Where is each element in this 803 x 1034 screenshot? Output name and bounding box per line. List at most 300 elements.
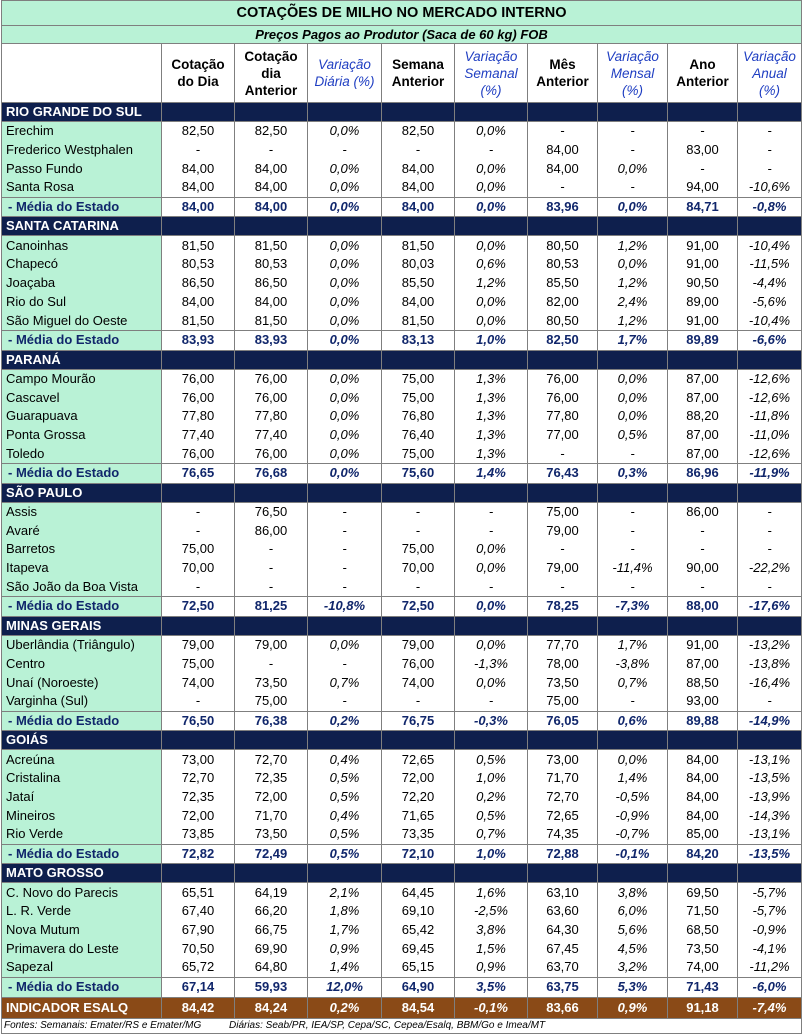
footer-daily-sources: Diárias: Seab/PR, IEA/SP, Cepa/SC, Cepea/Esalq, BBM/Go e Imea/MT [229, 1019, 546, 1031]
cell-mes-anterior: 84,00 [528, 141, 598, 160]
cell-variacao-semanal: 0,0% [455, 293, 528, 312]
cell-semana-anterior: 84,54 [382, 997, 455, 1018]
cell-mes-anterior: 64,30 [528, 921, 598, 940]
cell-variacao-mensal: - [598, 502, 668, 521]
cell-variacao-semanal: 1,3% [455, 426, 528, 445]
cell-variacao-mensal: -0,1% [598, 844, 668, 864]
cell-variacao-semanal: - [455, 692, 528, 711]
table-row [2, 369, 802, 388]
cell-mes-anterior: 71,70 [528, 769, 598, 788]
cell-mes-anterior [528, 616, 598, 635]
table-row-label: Mineiros [2, 806, 162, 825]
cell-variacao-anual: -13,9% [738, 788, 802, 807]
state-average-row-label: - Média do Estado [2, 197, 162, 217]
table-row-label: Passo Fundo [2, 159, 162, 178]
table-row-label: Toledo [2, 444, 162, 463]
table-row-label: C. Novo do Parecis [2, 883, 162, 902]
state-header-row-label: SÃO PAULO [2, 483, 162, 502]
cell-cotacao-anterior [235, 483, 308, 502]
table-row-label: Avaré [2, 521, 162, 540]
cell-mes-anterior [528, 483, 598, 502]
cell-cotacao-anterior: 86,50 [235, 274, 308, 293]
cell-variacao-anual: - [738, 692, 802, 711]
cell-ano-anterior: 91,00 [668, 255, 738, 274]
cell-mes-anterior: 76,00 [528, 369, 598, 388]
cell-variacao-anual: -16,4% [738, 673, 802, 692]
state-header-row [2, 217, 802, 236]
cell-variacao-diaria: 0,4% [308, 806, 382, 825]
cell-variacao-anual [738, 731, 802, 750]
cell-variacao-mensal [598, 731, 668, 750]
cell-variacao-diaria: 0,0% [308, 197, 382, 217]
cell-variacao-anual: -13,8% [738, 655, 802, 674]
state-average-row [2, 197, 802, 217]
cell-semana-anterior: 83,13 [382, 330, 455, 350]
cell-cotacao-dia: 72,70 [162, 769, 235, 788]
cell-variacao-anual: - [738, 540, 802, 559]
cell-cotacao-anterior: 84,00 [235, 197, 308, 217]
cell-ano-anterior: 94,00 [668, 178, 738, 197]
cell-ano-anterior: 84,71 [668, 197, 738, 217]
cell-cotacao-dia: - [162, 521, 235, 540]
cell-variacao-mensal: -0,9% [598, 806, 668, 825]
cell-cotacao-anterior [235, 103, 308, 122]
cell-variacao-mensal: - [598, 178, 668, 197]
cell-variacao-mensal [598, 217, 668, 236]
cell-variacao-diaria: - [308, 559, 382, 578]
cell-variacao-semanal: 1,3% [455, 407, 528, 426]
cell-variacao-anual: - [738, 122, 802, 141]
cell-cotacao-dia: - [162, 692, 235, 711]
table-row-label: Campo Mourão [2, 369, 162, 388]
cell-ano-anterior: 84,20 [668, 844, 738, 864]
table-row [2, 122, 802, 141]
table-row [2, 521, 802, 540]
title-row [2, 1, 802, 26]
cell-mes-anterior: 83,66 [528, 997, 598, 1018]
cell-cotacao-anterior: 71,70 [235, 806, 308, 825]
cell-ano-anterior: 90,50 [668, 274, 738, 293]
cell-cotacao-anterior: 76,00 [235, 444, 308, 463]
table-row [2, 958, 802, 977]
cell-variacao-semanal: 0,0% [455, 197, 528, 217]
cell-variacao-semanal: 1,0% [455, 844, 528, 864]
cell-ano-anterior: 87,00 [668, 655, 738, 674]
cell-variacao-mensal: 1,2% [598, 236, 668, 255]
cell-variacao-semanal: 3,8% [455, 921, 528, 940]
footer-weekly-sources: Fontes: Semanais: Emater/RS e Emater/MG [4, 1019, 202, 1031]
state-header-row-label: SANTA CATARINA [2, 217, 162, 236]
cell-variacao-semanal: 0,0% [455, 673, 528, 692]
cell-ano-anterior: 71,43 [668, 977, 738, 997]
table-row-label: L. R. Verde [2, 902, 162, 921]
header-cotacao-anterior: Cotação dia Anterior [235, 44, 308, 103]
cell-variacao-anual: -4,4% [738, 274, 802, 293]
table-row [2, 255, 802, 274]
cell-variacao-mensal: 0,0% [598, 255, 668, 274]
cell-cotacao-dia: 76,00 [162, 388, 235, 407]
cell-variacao-diaria: 1,8% [308, 902, 382, 921]
cell-cotacao-dia: 84,00 [162, 159, 235, 178]
cell-variacao-diaria [308, 350, 382, 369]
cell-variacao-mensal: 2,4% [598, 293, 668, 312]
state-average-row [2, 977, 802, 997]
cell-variacao-mensal: 3,2% [598, 958, 668, 977]
cell-variacao-anual: -11,8% [738, 407, 802, 426]
table-row [2, 577, 802, 596]
cell-variacao-semanal: 1,3% [455, 444, 528, 463]
state-average-row [2, 597, 802, 617]
cell-ano-anterior: 89,00 [668, 293, 738, 312]
table-row-label: Primavera do Leste [2, 939, 162, 958]
cell-variacao-mensal: 0,6% [598, 711, 668, 731]
cell-variacao-semanal: 0,0% [455, 559, 528, 578]
cell-variacao-diaria: 0,0% [308, 635, 382, 654]
cell-variacao-anual: -17,6% [738, 597, 802, 617]
cell-cotacao-anterior: - [235, 655, 308, 674]
cell-cotacao-anterior: 69,90 [235, 939, 308, 958]
table-row-label: Uberlândia (Triângulo) [2, 635, 162, 654]
cell-variacao-diaria: 0,5% [308, 825, 382, 844]
table-row [2, 388, 802, 407]
cell-semana-anterior [382, 103, 455, 122]
header-blank [2, 44, 162, 103]
cell-cotacao-anterior: - [235, 540, 308, 559]
cell-ano-anterior [668, 616, 738, 635]
table-row [2, 311, 802, 330]
cell-variacao-mensal: 0,0% [598, 197, 668, 217]
cell-semana-anterior: 74,00 [382, 673, 455, 692]
cell-variacao-semanal [455, 616, 528, 635]
cell-semana-anterior: 75,00 [382, 444, 455, 463]
cell-variacao-anual [738, 350, 802, 369]
state-header-row [2, 350, 802, 369]
cell-variacao-mensal: - [598, 577, 668, 596]
cell-variacao-diaria: 0,0% [308, 369, 382, 388]
cell-semana-anterior [382, 864, 455, 883]
table-row-label: Centro [2, 655, 162, 674]
table-row-label: Rio do Sul [2, 293, 162, 312]
cell-mes-anterior: 76,05 [528, 711, 598, 731]
cell-cotacao-anterior: 81,25 [235, 597, 308, 617]
cell-mes-anterior: 83,96 [528, 197, 598, 217]
cell-variacao-mensal: -0,5% [598, 788, 668, 807]
table-row-label: Ponta Grossa [2, 426, 162, 445]
cell-variacao-anual: -12,6% [738, 369, 802, 388]
cell-cotacao-anterior [235, 350, 308, 369]
table-row [2, 806, 802, 825]
cell-cotacao-anterior: 72,35 [235, 769, 308, 788]
cell-variacao-anual: -4,1% [738, 939, 802, 958]
cell-cotacao-dia: 72,00 [162, 806, 235, 825]
cell-mes-anterior: 77,00 [528, 426, 598, 445]
cell-cotacao-anterior: 84,00 [235, 293, 308, 312]
cell-mes-anterior: 77,80 [528, 407, 598, 426]
cell-variacao-diaria [308, 483, 382, 502]
cell-ano-anterior: 89,89 [668, 330, 738, 350]
header-ano-anterior: Ano Anterior [668, 44, 738, 103]
cell-variacao-mensal: - [598, 122, 668, 141]
cell-variacao-mensal: - [598, 540, 668, 559]
cell-cotacao-anterior: 66,75 [235, 921, 308, 940]
cell-ano-anterior: 71,50 [668, 902, 738, 921]
cell-cotacao-dia: 73,85 [162, 825, 235, 844]
cell-variacao-anual: -10,6% [738, 178, 802, 197]
cell-semana-anterior: 65,42 [382, 921, 455, 940]
cell-variacao-diaria: 0,0% [308, 388, 382, 407]
cell-variacao-anual: -14,3% [738, 806, 802, 825]
table-row [2, 825, 802, 844]
header-semana-anterior: Semana Anterior [382, 44, 455, 103]
table-row-label: Guarapuava [2, 407, 162, 426]
cell-variacao-anual [738, 616, 802, 635]
cell-cotacao-anterior: 66,20 [235, 902, 308, 921]
cell-ano-anterior: 91,18 [668, 997, 738, 1018]
cell-variacao-semanal: 0,2% [455, 788, 528, 807]
cell-cotacao-anterior: 82,50 [235, 122, 308, 141]
state-average-row [2, 464, 802, 484]
table-row [2, 407, 802, 426]
cell-ano-anterior: 91,00 [668, 236, 738, 255]
cell-cotacao-anterior: 83,93 [235, 330, 308, 350]
cell-mes-anterior: 78,25 [528, 597, 598, 617]
cell-cotacao-dia [162, 217, 235, 236]
table-row-label: Santa Rosa [2, 178, 162, 197]
cell-cotacao-dia: 65,72 [162, 958, 235, 977]
cell-cotacao-dia: 79,00 [162, 635, 235, 654]
cell-variacao-anual: -6,6% [738, 330, 802, 350]
cell-mes-anterior: 77,70 [528, 635, 598, 654]
cell-variacao-diaria: 0,0% [308, 330, 382, 350]
table-row [2, 141, 802, 160]
cell-cotacao-anterior: 84,00 [235, 178, 308, 197]
cell-cotacao-anterior [235, 616, 308, 635]
cell-variacao-anual: -13,1% [738, 750, 802, 769]
cell-mes-anterior: 84,00 [528, 159, 598, 178]
state-average-row-label: - Média do Estado [2, 464, 162, 484]
cell-variacao-diaria: - [308, 141, 382, 160]
cell-semana-anterior: 76,00 [382, 655, 455, 674]
cell-mes-anterior: 82,50 [528, 330, 598, 350]
cell-variacao-anual: - [738, 159, 802, 178]
cell-variacao-anual: -11,0% [738, 426, 802, 445]
cell-semana-anterior: 81,50 [382, 236, 455, 255]
cell-variacao-mensal: -3,8% [598, 655, 668, 674]
cell-ano-anterior [668, 483, 738, 502]
cell-variacao-diaria: 0,5% [308, 844, 382, 864]
cell-mes-anterior [528, 731, 598, 750]
cell-variacao-mensal: - [598, 692, 668, 711]
cell-variacao-anual: -12,6% [738, 388, 802, 407]
cell-variacao-semanal: - [455, 521, 528, 540]
cell-variacao-mensal: 1,7% [598, 635, 668, 654]
cell-semana-anterior: 84,00 [382, 197, 455, 217]
cell-variacao-diaria: - [308, 521, 382, 540]
cell-variacao-semanal: 3,5% [455, 977, 528, 997]
cell-variacao-anual: -10,4% [738, 311, 802, 330]
state-average-row [2, 711, 802, 731]
cell-variacao-diaria [308, 217, 382, 236]
cell-variacao-diaria: 0,2% [308, 711, 382, 731]
table-row [2, 902, 802, 921]
state-header-row-label: MATO GROSSO [2, 864, 162, 883]
cell-variacao-anual: -11,9% [738, 464, 802, 484]
cell-variacao-anual: -11,2% [738, 958, 802, 977]
table-row-label: Jataí [2, 788, 162, 807]
cell-cotacao-anterior: - [235, 577, 308, 596]
cell-ano-anterior: 87,00 [668, 369, 738, 388]
state-average-row-label: - Média do Estado [2, 597, 162, 617]
state-average-row-label: - Média do Estado [2, 330, 162, 350]
cell-cotacao-anterior: 81,50 [235, 311, 308, 330]
state-header-row-label: PARANÁ [2, 350, 162, 369]
table-row [2, 159, 802, 178]
cell-variacao-semanal: -2,5% [455, 902, 528, 921]
cell-ano-anterior: 91,00 [668, 311, 738, 330]
cell-variacao-diaria: 0,0% [308, 407, 382, 426]
cell-semana-anterior: 85,50 [382, 274, 455, 293]
cell-mes-anterior: - [528, 540, 598, 559]
table-row-label: Nova Mutum [2, 921, 162, 940]
cell-semana-anterior: 76,80 [382, 407, 455, 426]
cell-cotacao-dia: 76,50 [162, 711, 235, 731]
cell-variacao-diaria: -10,8% [308, 597, 382, 617]
table-row [2, 939, 802, 958]
cell-variacao-semanal: 0,0% [455, 159, 528, 178]
cell-variacao-mensal [598, 616, 668, 635]
cell-ano-anterior: 85,00 [668, 825, 738, 844]
cell-cotacao-anterior: 72,70 [235, 750, 308, 769]
cell-variacao-mensal [598, 483, 668, 502]
cell-variacao-semanal: - [455, 141, 528, 160]
cell-cotacao-anterior: 76,00 [235, 369, 308, 388]
cell-mes-anterior [528, 864, 598, 883]
table-row [2, 673, 802, 692]
cell-cotacao-dia: 75,00 [162, 540, 235, 559]
cell-semana-anterior: 76,40 [382, 426, 455, 445]
cell-variacao-mensal: 0,0% [598, 750, 668, 769]
cell-variacao-semanal: 0,0% [455, 635, 528, 654]
cell-variacao-semanal: 1,0% [455, 330, 528, 350]
cell-mes-anterior: 63,75 [528, 977, 598, 997]
cell-variacao-semanal [455, 483, 528, 502]
cell-variacao-semanal: -0,3% [455, 711, 528, 731]
cell-cotacao-dia: 84,00 [162, 197, 235, 217]
cell-ano-anterior: 73,50 [668, 939, 738, 958]
cell-semana-anterior: - [382, 577, 455, 596]
cell-cotacao-anterior: 80,53 [235, 255, 308, 274]
cell-cotacao-dia: 81,50 [162, 311, 235, 330]
cell-mes-anterior: 76,43 [528, 464, 598, 484]
table-row-label: Canoinhas [2, 236, 162, 255]
cell-ano-anterior: 88,20 [668, 407, 738, 426]
table-row [2, 692, 802, 711]
cell-variacao-semanal [455, 350, 528, 369]
cell-variacao-diaria: 0,0% [308, 236, 382, 255]
cell-semana-anterior: 73,35 [382, 825, 455, 844]
cell-semana-anterior: 72,10 [382, 844, 455, 864]
cell-variacao-semanal: 0,6% [455, 255, 528, 274]
cell-variacao-anual [738, 483, 802, 502]
cell-ano-anterior: - [668, 577, 738, 596]
cell-variacao-anual: -0,9% [738, 921, 802, 940]
cell-cotacao-anterior: 59,93 [235, 977, 308, 997]
cell-ano-anterior [668, 103, 738, 122]
cell-cotacao-anterior: 77,40 [235, 426, 308, 445]
cell-cotacao-dia: 67,40 [162, 902, 235, 921]
state-average-row-label: - Média do Estado [2, 711, 162, 731]
cell-variacao-anual: -12,6% [738, 444, 802, 463]
cell-semana-anterior: 84,00 [382, 178, 455, 197]
cell-semana-anterior: - [382, 141, 455, 160]
cell-cotacao-anterior: 64,80 [235, 958, 308, 977]
cell-cotacao-dia: 70,00 [162, 559, 235, 578]
cell-semana-anterior: 65,15 [382, 958, 455, 977]
state-average-row-label: - Média do Estado [2, 844, 162, 864]
cell-semana-anterior: 72,50 [382, 597, 455, 617]
cell-variacao-diaria: 2,1% [308, 883, 382, 902]
cell-cotacao-dia: 80,53 [162, 255, 235, 274]
table-row-label: São João da Boa Vista [2, 577, 162, 596]
cell-cotacao-dia: 72,82 [162, 844, 235, 864]
cell-variacao-semanal: 0,0% [455, 236, 528, 255]
cell-variacao-diaria: - [308, 655, 382, 674]
cell-variacao-anual: - [738, 141, 802, 160]
cell-variacao-anual: -13,1% [738, 825, 802, 844]
state-average-row-label: - Média do Estado [2, 977, 162, 997]
cell-variacao-diaria: 0,0% [308, 293, 382, 312]
cell-variacao-semanal [455, 217, 528, 236]
cell-mes-anterior [528, 217, 598, 236]
table-row [2, 750, 802, 769]
cell-cotacao-dia: 76,00 [162, 444, 235, 463]
cell-mes-anterior: 63,70 [528, 958, 598, 977]
cell-mes-anterior: 74,35 [528, 825, 598, 844]
cell-variacao-mensal: 1,7% [598, 330, 668, 350]
cell-mes-anterior: 80,53 [528, 255, 598, 274]
cell-variacao-mensal: 0,7% [598, 673, 668, 692]
cell-mes-anterior: 80,50 [528, 311, 598, 330]
cell-mes-anterior: 73,00 [528, 750, 598, 769]
cell-variacao-semanal: 0,0% [455, 122, 528, 141]
header-mes-anterior: Mês Anterior [528, 44, 598, 103]
cell-cotacao-anterior [235, 864, 308, 883]
footer-sources [2, 1018, 802, 1033]
cell-variacao-mensal: - [598, 444, 668, 463]
header-variacao-diaria: Variação Diária (%) [308, 44, 382, 103]
cell-cotacao-anterior: 72,49 [235, 844, 308, 864]
cell-variacao-diaria: 0,0% [308, 311, 382, 330]
cell-variacao-mensal: 0,0% [598, 407, 668, 426]
cell-cotacao-dia: 72,35 [162, 788, 235, 807]
cell-semana-anterior: 75,00 [382, 388, 455, 407]
cell-cotacao-anterior: 76,50 [235, 502, 308, 521]
cell-variacao-diaria: - [308, 540, 382, 559]
cell-cotacao-dia: 81,50 [162, 236, 235, 255]
cell-cotacao-anterior: 76,38 [235, 711, 308, 731]
cell-ano-anterior: 84,00 [668, 750, 738, 769]
state-header-row-label: RIO GRANDE DO SUL [2, 103, 162, 122]
page-subtitle: Preços Pagos ao Produtor (Saca de 60 kg) FOB [2, 26, 802, 44]
cell-mes-anterior: 73,50 [528, 673, 598, 692]
quotation-table [1, 0, 802, 1034]
cell-ano-anterior: - [668, 159, 738, 178]
cell-ano-anterior [668, 864, 738, 883]
table-row-label: Unaí (Noroeste) [2, 673, 162, 692]
cell-ano-anterior: - [668, 540, 738, 559]
cell-cotacao-dia: 70,50 [162, 939, 235, 958]
cell-cotacao-anterior: 81,50 [235, 236, 308, 255]
